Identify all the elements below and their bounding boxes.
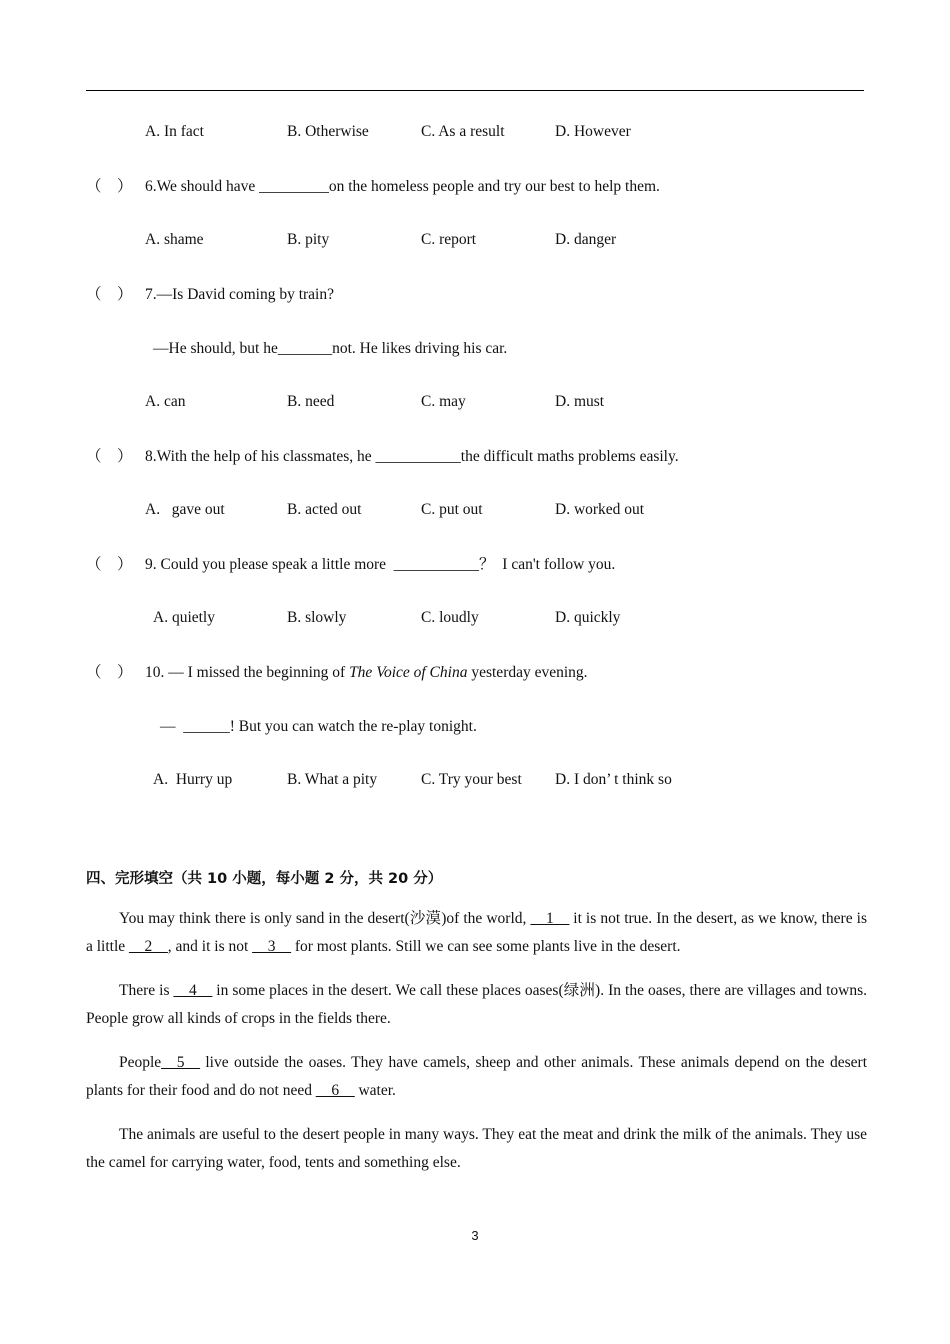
q8-option-a: A. gave out	[145, 501, 225, 518]
p1-text-b: it is not true. In the desert, as we know, there is a little	[86, 910, 867, 955]
p2-text-a: There is	[119, 982, 174, 999]
q9-option-d: D. quickly	[555, 609, 621, 626]
p1-text-c: , and it is not	[167, 938, 253, 955]
q9-option-c: C. loudly	[421, 609, 479, 626]
blank-2: __2__	[129, 938, 168, 955]
q5-option-d: D. However	[555, 123, 631, 140]
q8-question: 8.With the help of his classmates, he ___________the difficult maths problems easily.	[145, 448, 679, 465]
q8-option-d: D. worked out	[555, 501, 645, 518]
q5-option-a: A. In fact	[145, 123, 204, 140]
q8-paren: （ ）	[86, 448, 133, 465]
q10-paren: （ ）	[86, 664, 133, 681]
q9-option-b: B. slowly	[287, 609, 347, 626]
q5-option-c: C. As a result	[421, 123, 505, 140]
q8-option-b: B. acted out	[287, 501, 362, 518]
q7-option-d: D. must	[555, 393, 605, 410]
cloze-paragraph-2	[86, 977, 867, 1033]
q9-option-a: A. quietly	[153, 609, 215, 626]
q6-option-c: C. report	[421, 231, 477, 248]
q9-paren: （ ）	[86, 556, 133, 573]
header-rule	[86, 90, 864, 91]
p3-text-b: live outside the oases. They have camels, sheep and other animals. These animals depend on the desert plants for their food and do not need	[86, 1054, 867, 1099]
cloze-paragraph-1	[86, 905, 867, 961]
q6-paren: （ ）	[86, 178, 133, 195]
q7-reply: —He should, but he_______not. He likes driving his car.	[153, 340, 508, 357]
section-heading: 四、完形填空（共 10 小题，每小题 2 分，共 20 分）	[86, 871, 443, 887]
q10-question	[145, 663, 588, 683]
q10-question-start: 10. — I missed the beginning of	[145, 664, 350, 681]
p2-text-b: in some places in the desert. We call these places oases(绿洲). In the oases, there are villages and towns. People grow all kinds of crops in the fields there.	[86, 982, 867, 1027]
q10-option-a: A. Hurry up	[153, 771, 233, 788]
p3-text-c: water.	[354, 1082, 396, 1099]
q10-option-c: C. Try your best	[421, 771, 522, 788]
q8-option-c: C. put out	[421, 501, 483, 518]
q10-option-d: D. I don’ t think so	[555, 771, 672, 788]
blank-3: __3__	[252, 938, 291, 955]
q7-option-a: A. can	[145, 393, 186, 410]
p3-text-a: People	[119, 1054, 162, 1071]
q7-option-c: C. may	[421, 393, 466, 410]
q6-option-a: A. shame	[145, 231, 204, 248]
q6-option-d: D. danger	[555, 231, 617, 248]
q10-program-title: The Voice of China	[349, 664, 468, 681]
cloze-paragraph-3	[86, 1049, 867, 1105]
q10-reply: — ______! But you can watch the re-play tonight.	[160, 718, 477, 735]
q10-question-end: yesterday evening.	[467, 664, 588, 681]
q5-option-b: B. Otherwise	[287, 123, 369, 140]
p1-text-a: You may think there is only sand in the desert(沙漠)of the world,	[119, 910, 531, 927]
cloze-paragraph-4: The animals are useful to the desert people in many ways. They eat the meat and drink the milk of the animals. They use the camel for carrying water, food, tents and something else.	[86, 1126, 867, 1171]
q10-option-b: B. What a pity	[287, 771, 378, 788]
q6-question: 6.We should have _________on the homeless people and try our best to help them.	[145, 178, 660, 195]
page-number: 3	[471, 1228, 479, 1243]
blank-5: __5__	[161, 1054, 200, 1071]
q9-question: 9. Could you please speak a little more ___________？ I can't follow you.	[145, 556, 616, 573]
q6-option-b: B. pity	[287, 231, 330, 248]
blank-1: __1__	[530, 910, 570, 927]
q7-question: 7.—Is David coming by train?	[145, 286, 334, 303]
blank-4: __4__	[173, 982, 213, 999]
blank-6: __6__	[315, 1082, 355, 1099]
q7-paren: （ ）	[86, 286, 133, 303]
q7-option-b: B. need	[287, 393, 335, 410]
p1-text-d: for most plants. Still we can see some plants live in the desert.	[290, 938, 681, 955]
